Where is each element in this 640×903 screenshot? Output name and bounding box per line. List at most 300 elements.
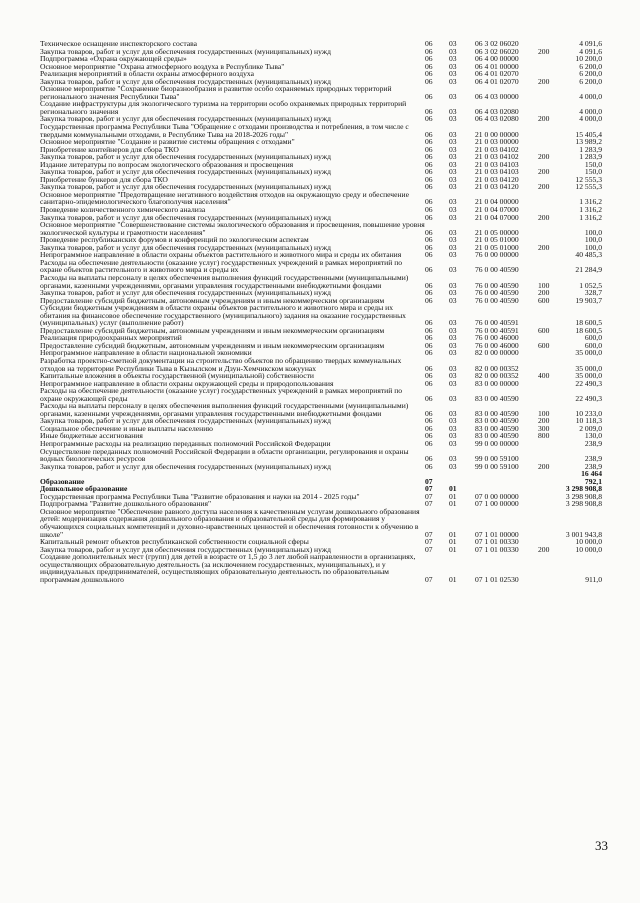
row-expense-type-code: 800 — [538, 431, 550, 441]
row-expense-type-code — [538, 508, 564, 538]
row-target-article-code: 06 4 01 00000 — [475, 61, 519, 71]
row-subsection-code: 01 — [449, 499, 457, 509]
row-subsection-code: 03 — [449, 378, 457, 388]
row-subsection-code: 03 — [449, 159, 457, 169]
row-name: Основное мероприятие "Совершенствование системы экологического образования и просвещения, повышение уровня экологической культуры и грамотности населения" — [40, 220, 425, 237]
row-amount: 1 316,2 — [579, 212, 602, 222]
row-expense-type-code — [538, 221, 564, 236]
row-target-article-code: 06 4 03 02080 — [475, 106, 519, 116]
row-subsection-code: 01 — [449, 529, 457, 539]
row-amount: 150,0 — [584, 159, 602, 169]
row-target-article-code: 21 0 05 01000 — [475, 235, 519, 245]
row-name: Реализация природоохранных мероприятий — [40, 333, 182, 343]
row-name: Закупка товаров, работ и услуг для обеспечения государственных (муниципальных) нужд — [40, 288, 331, 298]
row-expense-type-code — [538, 63, 564, 71]
row-target-article-code: 21 0 05 01000 — [475, 242, 519, 252]
table-row — [40, 221, 602, 236]
row-subsection-code: 03 — [449, 431, 457, 441]
row-target-article-code: 21 0 03 00000 — [475, 137, 519, 147]
row-target-article-code: 99 0 00 00000 — [475, 438, 519, 448]
row-subsection-code: 03 — [449, 423, 457, 433]
row-section-code: 06 — [425, 348, 433, 358]
row-target-article-code: 76 0 00 46000 — [475, 333, 519, 343]
row-expense-type-code — [538, 251, 564, 259]
row-name: Закупка товаров, работ и услуг для обеспечения государственных (муниципальных) нужд — [40, 114, 331, 124]
budget-table — [40, 40, 602, 583]
row-name: Подпрограмма «Охрана окружающей среды» — [40, 54, 187, 64]
row-section-code: 06 — [425, 288, 433, 298]
table-row — [40, 304, 602, 327]
row-amount: 1 052,5 — [579, 280, 602, 290]
row-section-code: 06 — [425, 265, 433, 275]
row-subsection-code: 03 — [449, 393, 457, 403]
row-subsection-code: 03 — [449, 91, 457, 101]
row-name: Закупка товаров, работ и услуг для обеспечения государственных (муниципальных) нужд — [40, 461, 331, 471]
row-expense-type-code — [538, 448, 564, 463]
row-amount: 18 600,5 — [575, 318, 602, 328]
row-amount: 22 490,3 — [575, 378, 602, 388]
row-amount: 600,0 — [584, 333, 602, 343]
row-name: Закупка товаров, работ и услуг для обеспечения государственных (муниципальных) нужд — [40, 212, 331, 222]
budget-table-body — [40, 40, 602, 583]
row-subsection-code: 03 — [449, 265, 457, 275]
row-section-code: 06 — [425, 205, 433, 215]
row-target-article-code: 83 0 00 40590 — [475, 423, 519, 433]
row-name: Расходы на выплаты персоналу в целях обеспечения выполнения функций государственными (муниципальными) органами, казенными учреждениями, органами управления государственными внебюджетными фондами — [40, 272, 409, 290]
row-section-code: 06 — [425, 340, 433, 350]
row-amount: 100,0 — [584, 235, 602, 245]
row-expense-type-code: 200 — [538, 288, 550, 298]
row-amount: 18 600,5 — [575, 325, 602, 335]
row-subsection-code: 03 — [449, 54, 457, 64]
row-expense-type-code: 600 — [538, 295, 550, 305]
row-name: Основное мероприятие "Сохранение биоразнообразия и развитие особо охраняемых природных территорий регионального значения Республики Тыва" — [40, 84, 392, 101]
row-section-code: 06 — [425, 227, 433, 237]
row-name: Социальное обеспечение и иные выплаты населению — [40, 423, 213, 433]
row-amount: 3 298 908,8 — [565, 499, 602, 509]
row-amount: 130,0 — [584, 431, 602, 441]
row-amount: 10 200,0 — [575, 54, 602, 64]
row-target-article-code: 06 4 01 02070 — [475, 76, 519, 86]
row-target-article-code: 07 1 00 00000 — [475, 499, 519, 509]
row-section-code: 07 — [425, 544, 433, 554]
row-expense-type-code — [538, 191, 564, 206]
table-row — [40, 387, 602, 402]
row-amount: 35 000,0 — [575, 363, 602, 373]
row-amount: 12 555,3 — [575, 182, 602, 192]
row-expense-type-code: 200 — [538, 416, 550, 426]
row-subsection-code: 03 — [449, 167, 457, 177]
row-section-code: 07 — [425, 529, 433, 539]
row-name: Предоставление субсидий бюджетным, автономным учреждениям и иным некоммерческим организациям — [40, 295, 385, 305]
row-amount: 4 000,0 — [579, 91, 602, 101]
row-subsection-code: 03 — [449, 280, 457, 290]
row-section-code: 06 — [425, 91, 433, 101]
table-row — [40, 100, 602, 115]
row-amount: 10 000,0 — [575, 544, 602, 554]
row-subsection-code: 03 — [449, 39, 457, 48]
row-subsection-code: 03 — [449, 295, 457, 305]
row-amount: 12 555,3 — [575, 174, 602, 184]
row-amount: 4 091,6 — [579, 46, 602, 56]
row-amount: 6 200,0 — [579, 69, 602, 79]
row-expense-type-code: 100 — [538, 408, 550, 418]
row-section-code: 06 — [425, 250, 433, 260]
row-expense-type-code: 600 — [538, 325, 550, 335]
row-amount: 3 001 943,8 — [565, 529, 602, 539]
row-target-article-code: 21 0 03 04120 — [475, 174, 519, 184]
row-section-code: 07 — [425, 499, 433, 509]
row-expense-type-code: 100 — [538, 280, 550, 290]
row-section-code: 06 — [425, 69, 433, 79]
row-subsection-code: 03 — [449, 144, 457, 154]
row-amount: 19 903,7 — [575, 295, 602, 305]
row-expense-type-code: 600 — [538, 340, 550, 350]
row-subsection-code: 03 — [449, 69, 457, 79]
row-subsection-code: 03 — [449, 114, 457, 124]
row-target-article-code: 76 0 00 40590 — [475, 295, 519, 305]
row-name: Техническое оснащение инспекторского состава — [40, 39, 197, 48]
table-row — [40, 470, 602, 485]
row-name: Закупка товаров, работ и услуг для обеспечения государственных (муниципальных) нужд — [40, 76, 331, 86]
row-subsection-code: 01 — [449, 537, 457, 547]
row-target-article-code: 06 4 01 02070 — [475, 69, 519, 79]
row-subsection-code: 03 — [449, 174, 457, 184]
row-section-code: 06 — [425, 182, 433, 192]
row-subsection-code: 03 — [449, 129, 457, 139]
row-expense-type-code — [538, 259, 564, 274]
row-amount: 238,9 — [584, 438, 602, 448]
row-expense-type-code — [538, 138, 564, 146]
row-expense-type-code — [538, 493, 564, 501]
row-name: Иные бюджетные ассигнования — [40, 431, 143, 441]
table-row — [40, 508, 602, 538]
row-expense-type-code: 200 — [538, 114, 550, 124]
row-section-code: 06 — [425, 461, 433, 471]
row-target-article-code: 99 0 00 59100 — [475, 461, 519, 471]
row-target-article-code: 06 3 02 06020 — [475, 39, 519, 48]
row-target-article-code: 07 1 01 02530 — [475, 574, 519, 584]
row-section-code: 07 — [425, 476, 433, 486]
row-section-code: 06 — [425, 393, 433, 403]
row-expense-type-code — [538, 123, 564, 138]
row-subsection-code: 03 — [449, 106, 457, 116]
row-target-article-code: 21 0 04 07000 — [475, 205, 519, 215]
row-subsection-code: 01 — [449, 491, 457, 501]
row-section-code: 07 — [425, 491, 433, 501]
row-section-code: 06 — [425, 197, 433, 207]
row-subsection-code: 01 — [449, 544, 457, 554]
row-section-code: 07 — [425, 574, 433, 584]
table-row — [40, 357, 602, 372]
row-amount: 35 000,0 — [575, 348, 602, 358]
table-row — [40, 85, 602, 100]
row-subsection-code: 03 — [449, 363, 457, 373]
row-expense-type-code — [538, 440, 564, 448]
row-section-code: 06 — [425, 54, 433, 64]
row-section-code: 06 — [425, 137, 433, 147]
row-target-article-code: 76 0 00 40590 — [475, 280, 519, 290]
row-section-code: 06 — [425, 61, 433, 71]
row-subsection-code: 03 — [449, 416, 457, 426]
row-section-code: 06 — [425, 129, 433, 139]
row-subsection-code: 03 — [449, 182, 457, 192]
row-name: Приобретение контейнеров для сбора ТКО — [40, 144, 179, 154]
row-target-article-code: 83 0 00 40590 — [475, 408, 519, 418]
row-section-code: 06 — [425, 318, 433, 328]
table-row — [40, 123, 602, 138]
row-target-article-code: 06 4 03 00000 — [475, 91, 519, 101]
row-section-code: 06 — [425, 416, 433, 426]
row-name: Предоставление субсидий бюджетным, автономным учреждениям и иным некоммерческим организациям — [40, 325, 385, 335]
row-subsection-code: 03 — [449, 454, 457, 464]
row-target-article-code: 99 0 00 59100 — [475, 454, 519, 464]
row-expense-type-code — [538, 500, 564, 508]
row-section-code: 06 — [425, 454, 433, 464]
row-amount: 6 200,0 — [579, 61, 602, 71]
row-name: Расходы на выплаты персоналу в целях обеспечения выполнения функций государственными (муниципальными) органами, казенными учреждениями, органами управления государственными внебюджетными фондами — [40, 401, 409, 418]
row-section-code: 06 — [425, 114, 433, 124]
row-target-article-code: 06 4 00 00000 — [475, 54, 519, 64]
row-name: Основное мероприятие "Обеспечение равного доступа населения к качественным услугам дошкольного образования детей: модернизация содержания дошкольного образования и образовательной среды для формирования у обучающихся социальных компетенций и духовно-нравственных ценностей и обеспечения готовности к обучению в школе" — [40, 506, 420, 539]
row-expense-type-code: 200 — [538, 461, 550, 471]
row-section-code: 06 — [425, 144, 433, 154]
row-amount: 1 316,2 — [579, 205, 602, 215]
row-expense-type-code — [538, 357, 564, 372]
row-name: Расходы на обеспечение деятельности (оказание услуг) государственных учреждений в рамках мероприятий по охране объектов растительного и животного мира и среды их — [40, 257, 403, 275]
row-target-article-code: 07 1 01 00000 — [475, 529, 519, 539]
row-target-article-code: 83 0 00 00000 — [475, 378, 519, 388]
row-amount: 150,0 — [584, 167, 602, 177]
row-amount: 3 298 908,8 — [565, 491, 602, 501]
row-expense-type-code: 200 — [538, 544, 550, 554]
row-expense-type-code — [538, 387, 564, 402]
row-expense-type-code — [538, 380, 564, 388]
row-name: Непрограммные расходы на реализацию переданных полномочий Российской Федерации — [40, 438, 331, 448]
row-subsection-code: 03 — [449, 333, 457, 343]
row-amount: 40 485,3 — [575, 250, 602, 260]
row-amount: 16 464 792,1 — [581, 469, 602, 486]
row-name: Осуществление переданных полномочий Российской Федерации в области организации, регулирования и охраны водных биологических ресурсов — [40, 446, 409, 464]
row-name: Предоставление субсидий бюджетным, автономным учреждениям и иным некоммерческим организациям — [40, 340, 385, 350]
row-target-article-code: 06 4 03 02080 — [475, 114, 519, 124]
row-expense-type-code — [538, 55, 564, 63]
row-subsection-code: 03 — [449, 137, 457, 147]
row-target-article-code: 76 0 00 46000 — [475, 340, 519, 350]
row-section-code: 07 — [425, 484, 433, 494]
row-expense-type-code: 200 — [538, 167, 550, 177]
row-expense-type-code — [538, 470, 564, 485]
page-number: 33 — [595, 838, 608, 853]
row-section-code: 06 — [425, 212, 433, 222]
row-amount: 2 009,0 — [579, 423, 602, 433]
row-amount: 10 233,0 — [575, 408, 602, 418]
row-subsection-code: 03 — [449, 227, 457, 237]
row-section-code: 06 — [425, 106, 433, 116]
row-target-article-code: 21 0 03 04102 — [475, 152, 519, 162]
row-expense-type-code: 200 — [538, 242, 550, 252]
row-section-code: 06 — [425, 280, 433, 290]
row-target-article-code: 21 0 03 04102 — [475, 144, 519, 154]
row-name: Государственная программа Республики Тыва "Обращение с отходами производства и потребления, в том числе с твердыми коммунальными отходами, в Республике Тыва на 2018-2026 годы" — [40, 122, 409, 139]
row-subsection-code: 03 — [449, 205, 457, 215]
row-subsection-code: 03 — [449, 461, 457, 471]
row-expense-type-code: 400 — [538, 371, 550, 381]
table-row — [40, 448, 602, 463]
row-target-article-code: 06 3 02 06020 — [475, 46, 519, 56]
row-subsection-code: 03 — [449, 340, 457, 350]
row-subsection-code: 03 — [449, 61, 457, 71]
row-target-article-code: 21 0 03 04120 — [475, 182, 519, 192]
row-section-code: 06 — [425, 235, 433, 245]
row-subsection-code: 03 — [449, 348, 457, 358]
row-subsection-code: 03 — [449, 408, 457, 418]
row-amount: 911,0 — [585, 574, 602, 584]
row-subsection-code: 03 — [449, 318, 457, 328]
table-row — [40, 191, 602, 206]
row-section-code: 06 — [425, 378, 433, 388]
row-name: Закупка товаров, работ и услуг для обеспечения государственных (муниципальных) нужд — [40, 46, 331, 56]
table-row — [40, 463, 602, 471]
row-target-article-code: 76 0 00 00000 — [475, 250, 519, 260]
row-name: Непрограммное направление в области национальной экономики — [40, 348, 252, 358]
row-section-code: 06 — [425, 408, 433, 418]
row-subsection-code: 03 — [449, 438, 457, 448]
row-section-code: 06 — [425, 174, 433, 184]
row-expense-type-code — [538, 100, 564, 115]
row-name: Образование — [40, 476, 85, 486]
row-expense-type-code — [538, 553, 564, 583]
row-section-code: 06 — [425, 431, 433, 441]
row-name: Непрограммное направление в области охраны объектов растительного и животного мира и среды их обитания — [40, 250, 402, 260]
row-expense-type-code: 200 — [538, 152, 550, 162]
table-row — [40, 402, 602, 417]
row-target-article-code: 21 0 04 00000 — [475, 197, 519, 207]
row-section-code: 06 — [425, 76, 433, 86]
row-amount: 100,0 — [584, 242, 602, 252]
row-target-article-code: 76 0 00 40591 — [475, 325, 519, 335]
row-amount: 600,0 — [584, 340, 602, 350]
row-target-article-code: 83 0 00 40590 — [475, 393, 519, 403]
row-name: Приобретение бункеров для сбора ТКО — [40, 174, 168, 184]
row-amount: 10 000,0 — [575, 537, 602, 547]
row-subsection-code: 03 — [449, 325, 457, 335]
row-target-article-code: 07 0 00 00000 — [475, 491, 519, 501]
row-expense-type-code — [538, 304, 564, 327]
row-section-code: 06 — [425, 333, 433, 343]
row-subsection-code: 03 — [449, 371, 457, 381]
row-target-article-code: 82 0 00 00352 — [475, 363, 519, 373]
row-expense-type-code: 200 — [538, 76, 550, 86]
row-name: Разработка проектно-сметной документации на строительство объектов по обращению твердых коммунальных отходов на территории Республики Тыва в Кызылском и Дзун-Хемчикском кожуунах — [40, 355, 402, 373]
row-section-code: 06 — [425, 325, 433, 335]
row-subsection-code: 03 — [449, 46, 457, 56]
row-amount: 10 118,3 — [575, 416, 602, 426]
row-subsection-code: 03 — [449, 235, 457, 245]
row-name: Издание литературы по вопросам экологического образования и просвещения — [40, 159, 294, 169]
row-subsection-code: 03 — [449, 242, 457, 252]
row-amount: 15 405,4 — [575, 129, 602, 139]
row-section-code: 06 — [425, 295, 433, 305]
row-name: Подпрограмма "Развитие дошкольного образования" — [40, 499, 212, 509]
row-name: Основное мероприятие "Предотвращение негативного воздействия отходов на окружающую среду и обеспечение санитарно-эпидемиологического благополучия населения" — [40, 189, 409, 207]
row-amount: 21 284,9 — [575, 265, 602, 275]
row-expense-type-code — [538, 349, 564, 357]
row-name: Закупка товаров, работ и услуг для обеспечения государственных (муниципальных) нужд — [40, 416, 331, 426]
row-amount: 13 989,2 — [575, 137, 602, 147]
row-section-code: 06 — [425, 46, 433, 56]
row-target-article-code: 21 0 04 07000 — [475, 212, 519, 222]
row-amount: 6 200,0 — [579, 76, 602, 86]
row-subsection-code: 03 — [449, 76, 457, 86]
row-section-code: 06 — [425, 423, 433, 433]
table-row — [40, 274, 602, 289]
row-amount: 1 316,2 — [579, 197, 602, 207]
row-name: Создание инфраструктуры для экологического туризма на территории особо охраняемых природных территорий регионального значения — [40, 99, 407, 116]
row-amount: 4 091,6 — [579, 39, 602, 48]
row-target-article-code: 07 1 01 00330 — [475, 544, 519, 554]
row-name: Основное мероприятие "Создание и развитие системы обращения с отходами" — [40, 137, 295, 147]
row-target-article-code: 76 0 00 40591 — [475, 318, 519, 328]
row-target-article-code: 21 0 03 04103 — [475, 167, 519, 177]
row-section-code: 06 — [425, 167, 433, 177]
row-name: Расходы на обеспечение деятельности (оказание услуг) государственных учреждений в рамках мероприятий по охране окружающей среды — [40, 386, 403, 403]
row-expense-type-code — [538, 85, 564, 100]
row-section-code: 06 — [425, 152, 433, 162]
row-amount: 1 283,9 — [579, 152, 602, 162]
row-target-article-code: 76 0 00 40590 — [475, 288, 519, 298]
row-name: Закупка товаров, работ и услуг для обеспечения государственных (муниципальных) нужд — [40, 242, 331, 252]
row-name: Субсидии бюджетным учреждениям в области охраны объектов растительного и животного мира и среды их обитания на финансовое обеспечение государственного (муниципального) задания на оказание государственных (муниципальных) услуг (выполнение работ) — [40, 303, 406, 328]
row-section-code: 06 — [425, 39, 433, 48]
row-subsection-code — [449, 470, 475, 485]
row-amount: 4 000,0 — [579, 114, 602, 124]
row-section-code: 06 — [425, 242, 433, 252]
row-subsection-code: 03 — [449, 152, 457, 162]
row-target-article-code: 83 0 00 40590 — [475, 416, 519, 426]
row-target-article-code: 83 0 00 40590 — [475, 431, 519, 441]
row-name: Реализация мероприятий в области охраны атмосферного воздуха — [40, 69, 254, 79]
row-name: Основное мероприятие "Охрана атмосферного воздуха в Республике Тыва" — [40, 61, 285, 71]
row-section-code: 06 — [425, 159, 433, 169]
row-name: Проведение количественного химического анализа — [40, 205, 206, 215]
row-name: Непрограммное направление в области охраны окружающей среды и природопользования — [40, 378, 334, 388]
row-expense-type-code: 200 — [538, 46, 550, 56]
row-amount: 238,9 — [584, 454, 602, 464]
row-target-article-code: 21 0 00 00000 — [475, 129, 519, 139]
row-subsection-code: 03 — [449, 250, 457, 260]
row-amount: 1 283,9 — [579, 144, 602, 154]
row-name: Дошкольное образование — [40, 484, 128, 494]
row-expense-type-code — [538, 485, 564, 493]
table-row — [40, 259, 602, 274]
row-expense-type-code: 200 — [538, 182, 550, 192]
row-target-article-code: 21 0 03 04103 — [475, 159, 519, 169]
row-name: Закупка товаров, работ и услуг для обеспечения государственных (муниципальных) нужд — [40, 544, 331, 554]
row-subsection-code: 01 — [449, 574, 457, 584]
row-section-code: 06 — [425, 438, 433, 448]
row-amount: 22 490,3 — [575, 393, 602, 403]
row-amount: 328,7 — [584, 288, 602, 298]
row-name: Создание дополнительных мест (групп) для детей в возрасте от 1,5 до 3 лет любой направленности в организациях, осуществляющих образовательную деятельность (за исключением государственных, муниципальных), и у индивидуальных предпринимателей, осуществляющих образовательную деятельность по образовательным программам дошкольного — [40, 552, 416, 584]
row-target-article-code: 82 0 00 00000 — [475, 348, 519, 358]
row-name: Капитальные вложения в объекты государственной (муниципальной) собственности — [40, 371, 314, 381]
row-section-code: 06 — [425, 363, 433, 373]
row-amount: 238,9 — [584, 461, 602, 471]
row-name: Закупка товаров, работ и услуг для обеспечения государственных (муниципальных) нужд — [40, 182, 331, 192]
row-target-article-code — [475, 470, 538, 485]
table-row — [40, 553, 602, 583]
